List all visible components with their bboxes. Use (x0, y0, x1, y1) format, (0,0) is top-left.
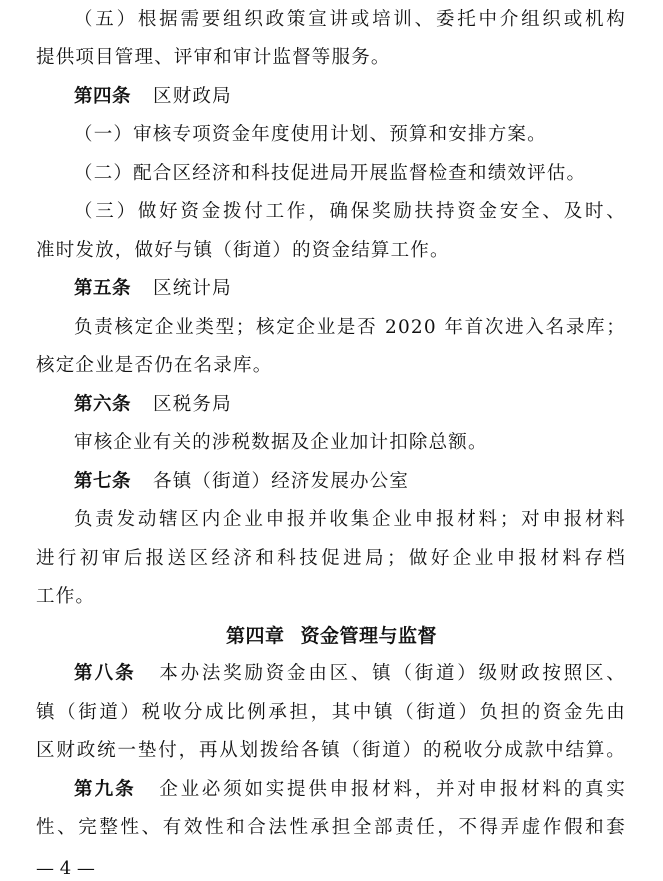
article-heading (0, 277, 663, 301)
paragraph-line: 负责核定企业类型；核定企业是否 2020 年首次进入名录库； (74, 317, 626, 338)
paragraph-line: 准时发放，做好与镇（街道）的资金结算工作。 (36, 240, 450, 261)
article-number: 第五条 (74, 278, 132, 299)
article-heading (0, 470, 663, 494)
paragraph-line: 进行初审后报送区经济和科技促进局；做好企业申报材料存档 (36, 548, 626, 569)
paragraph-line: 核定企业是否仍在名录库。 (36, 355, 273, 376)
paragraph-line: 审核企业有关的涉税数据及企业加计扣除总额。 (74, 432, 488, 453)
paragraph-line: （一）审核专项资金年度使用计划、预算和安排方案。 (74, 124, 547, 145)
article-number: 第九条 (74, 779, 136, 800)
paragraph-line: （五）根据需要组织政策宣讲或培训、委托中介组织或机构 (74, 9, 626, 30)
article-title: 区统计局 (153, 278, 232, 299)
article-number: 第六条 (74, 394, 132, 415)
chapter-number: 第四章 (225, 625, 285, 647)
paragraph-line: 性、完整性、有效性和合法性承担全部责任，不得弄虚作假和套 (36, 817, 626, 838)
page-number: — 4 — (36, 858, 95, 879)
paragraph-line: 负责发动辖区内企业申报并收集企业申报材料；对申报材料 (74, 509, 626, 530)
paragraph-line: 镇（街道）税收分成比例承担，其中镇（街道）负担的资金先由 (36, 702, 626, 723)
article-heading (0, 85, 663, 109)
article-title: 区财政局 (153, 86, 232, 107)
article-paragraph: 第九条 企业必须如实提供申报材料，并对申报材料的真实 (74, 779, 626, 800)
article-title: 各镇（街道）经济发展办公室 (153, 471, 410, 492)
article-number: 第七条 (74, 471, 132, 492)
paragraph-line: 工作。 (36, 586, 96, 607)
article-heading (0, 393, 663, 417)
paragraph-line: （三）做好资金拨付工作，确保奖励扶持资金安全、及时、 (74, 201, 626, 222)
paragraph-line: 区财政统一垫付，再从划拨给各镇（街道）的税收分成款中结算。 (36, 740, 626, 761)
article-number: 第四条 (74, 86, 132, 107)
chapter-heading (0, 624, 663, 648)
article-title: 区税务局 (153, 394, 232, 415)
article-paragraph: 第八条 本办法奖励资金由区、镇（街道）级财政按照区、 (74, 663, 626, 684)
paragraph-line: 提供项目管理、评审和审计监督等服务。 (36, 47, 391, 68)
article-number: 第八条 (74, 663, 136, 684)
chapter-title: 资金管理与监督 (300, 625, 438, 647)
paragraph-line: （二）配合区经济和科技促进局开展监督检查和绩效评估。 (74, 163, 587, 184)
